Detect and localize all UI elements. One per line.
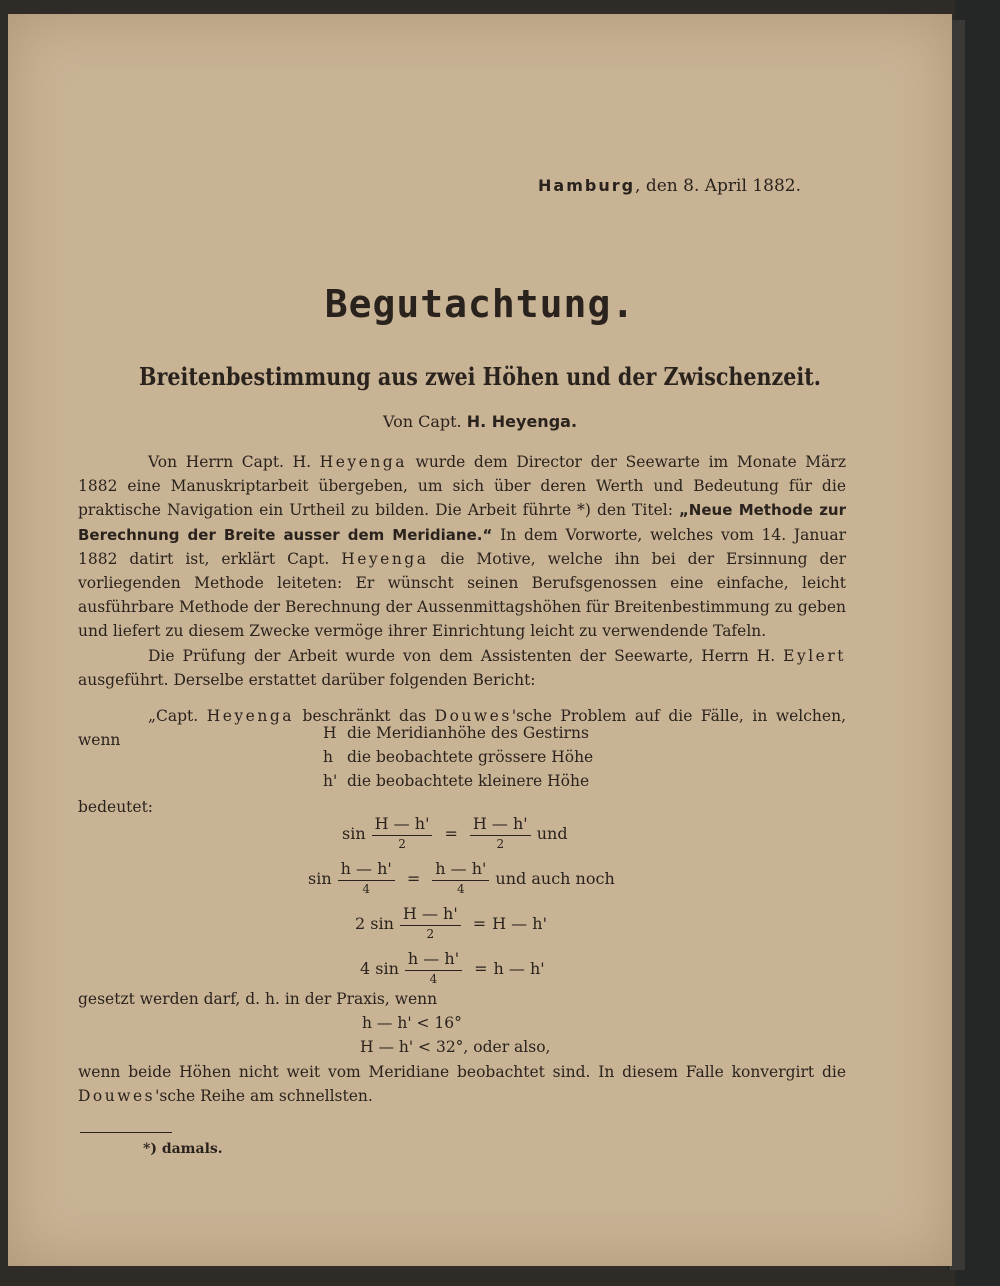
definition-H [323, 724, 589, 742]
denominator: 2 [426, 927, 435, 941]
author-name: H. Heyenga. [466, 412, 578, 431]
definition-h [323, 748, 593, 766]
numerator: H — h' [400, 904, 461, 926]
para2-name: Eylert [783, 647, 846, 665]
condition-intro: gesetzt werden darf, d. h. in der Praxis, wenn [78, 990, 438, 1008]
denominator: 4 [362, 882, 371, 896]
denominator: 4 [429, 972, 438, 986]
formula-1 [342, 814, 568, 852]
paragraph-intro [78, 450, 846, 644]
formula-prefix: sin [342, 823, 366, 843]
formula-prefix: 2 sin [355, 913, 394, 933]
para1-text-4: die Motive, welche ihn bei der Ersinnung der vorliegenden Methode leiteten: Er wünscht seinen Berufsgenossen eine einfache, leicht ausführbare Methode der Berechnung der Aussenmittagshöhen für Breitenbestimmung zu geben und liefert zu diesem Zwecke vermöge ihrer Einrichtung leicht zu verwendende Tafeln. [78, 549, 846, 641]
denominator: 2 [398, 837, 406, 851]
numerator: H — h' [470, 814, 531, 836]
definition-text: die beobachtete grössere Höhe [347, 748, 594, 766]
equals-sign: = [472, 913, 487, 933]
para1-name-2: Heyenga [341, 549, 429, 568]
formula-prefix: 4 sin [360, 958, 399, 978]
author-line [8, 412, 952, 431]
para1-text-1: Von Herrn Capt. H. [148, 453, 320, 471]
denominator: 4 [457, 882, 465, 896]
footnote-divider [80, 1132, 172, 1133]
formula-4 [360, 949, 545, 987]
definition-symbol: h [323, 748, 333, 766]
page-subtitle: Breitenbestimmung aus zwei Höhen und der Zwischenzeit. [139, 362, 821, 391]
place-date-line [538, 176, 801, 196]
author-prefix: Von Capt. [382, 412, 462, 431]
closing-paragraph [78, 1060, 846, 1108]
fraction [400, 904, 461, 942]
equals-sign: = [406, 868, 421, 888]
page-title: Begutachtung. [324, 282, 636, 326]
fraction [405, 949, 462, 987]
quote-text-1: „Capt. [148, 707, 207, 725]
equals-sign: = [474, 958, 488, 978]
numerator: h — h' [432, 859, 489, 881]
formula-suffix: und [536, 823, 568, 843]
paragraph-report [78, 644, 846, 692]
definition-symbol: h' [323, 772, 338, 790]
definition-symbol: H [323, 724, 337, 742]
footnote: *) damals. [143, 1141, 223, 1157]
para1-text-2: wurde dem Director der Seewarte im Monate März 1882 eine Manuskriptarbeit übergeben, um sich über deren Werth und Bedeutung für die praktische Navigation ein Urtheil zu bilden. Die Arbeit führte *) den Titel: [78, 453, 846, 520]
condition-2: H — h' < 32°, oder also, [360, 1038, 551, 1056]
para2-text-1: Die Prüfung der Arbeit wurde von dem Assistenten der Seewarte, Herrn H. [148, 647, 784, 665]
formula-prefix: sin [308, 868, 332, 888]
formula-rhs: h — h' [493, 958, 545, 978]
document-page [8, 14, 952, 1266]
place-name: Hamburg [538, 176, 636, 195]
para1-text-3: In dem Vorworte, welches vom 14. Januar 1882 datirt ist, erklärt Capt. [78, 525, 846, 568]
formula-2 [308, 859, 615, 897]
closing-text-2: 'sche Reihe am schnellsten. [155, 1087, 373, 1106]
para1-name-1: Heyenga [319, 453, 407, 471]
fraction [372, 814, 433, 852]
formula-rhs: H — h' [492, 913, 547, 933]
fraction [338, 859, 395, 897]
closing-text-1: wenn beide Höhen nicht weit vom Meridiane beobachtet sind. In diesem Falle konvergirt die [78, 1063, 846, 1081]
quote-text-3: 'sche Problem auf die Fälle, in welchen, wenn [78, 707, 846, 750]
definition-h-prime [323, 772, 589, 790]
numerator: H — h' [372, 814, 433, 836]
definition-text: die beobachtete kleinere Höhe [347, 772, 590, 790]
formula-3 [355, 904, 547, 942]
numerator: h — h' [338, 859, 395, 881]
closing-name: Douwes [78, 1087, 156, 1106]
condition-1: h — h' < 16° [362, 1014, 462, 1032]
fraction [470, 814, 531, 852]
numerator: h — h' [405, 949, 462, 971]
para2-text-2: ausgeführt. Derselbe erstattet darüber folgenden Bericht: [78, 671, 536, 690]
equals-sign: = [444, 823, 458, 843]
quote-text-2: beschränkt das [294, 707, 435, 725]
quote-name-2: Douwes [434, 707, 512, 725]
fraction [432, 859, 489, 897]
formula-suffix: und auch noch [495, 868, 615, 888]
date-text: , den 8. April 1882. [635, 176, 802, 196]
denominator: 2 [496, 837, 505, 851]
quote-name-1: Heyenga [206, 707, 294, 725]
definition-text: die Meridianhöhe des Gestirns [347, 724, 589, 742]
work-title: „Neue Methode zur Berechnung der Breite ausser dem Meridiane.“ [78, 501, 846, 544]
bedeutet-label: bedeutet: [78, 798, 154, 816]
